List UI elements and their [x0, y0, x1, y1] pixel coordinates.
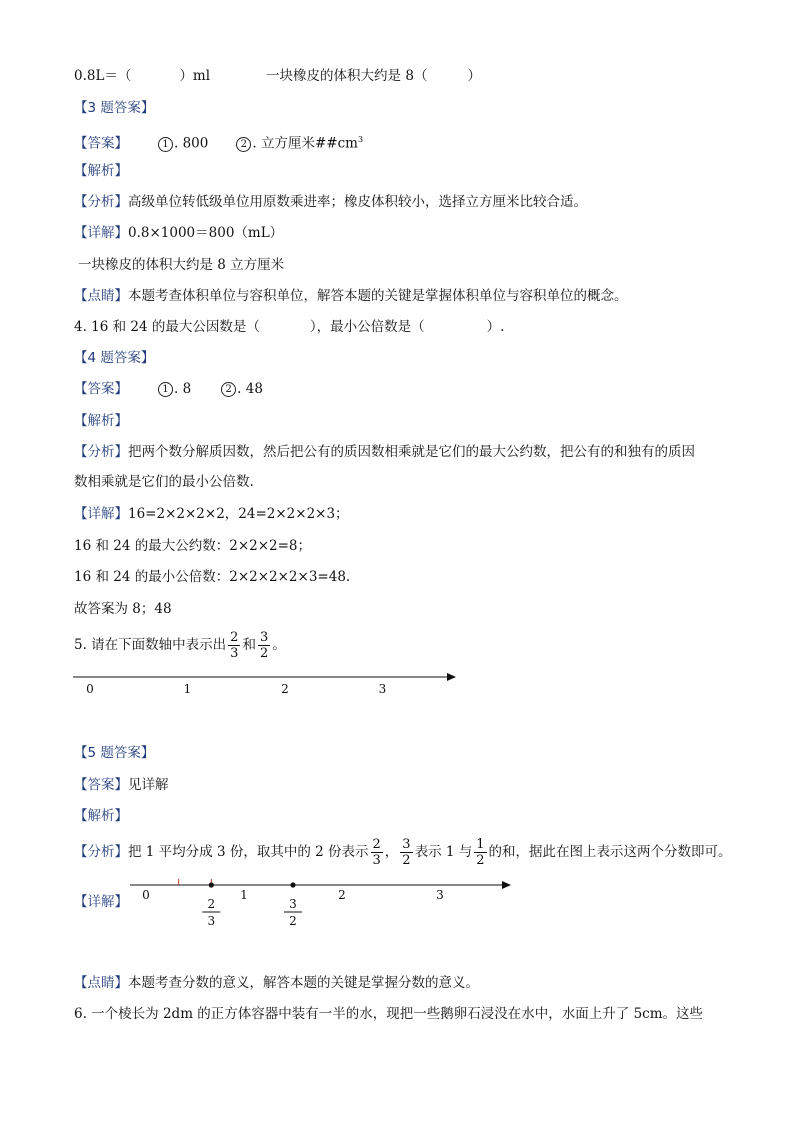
- q3-part1-pre: 0.8L＝（: [74, 68, 132, 84]
- fraction-numerator: 3: [402, 837, 411, 852]
- q3-detail-text: 0.8×1000＝800（mL）: [128, 225, 284, 241]
- fraction-numerator: 2: [207, 897, 216, 911]
- fraction-two-thirds: [228, 630, 240, 661]
- fenxi-label: 【分析】: [74, 194, 128, 210]
- q4-line2: 16 和 24 的最大公约数：2×2×2=8；: [74, 538, 312, 554]
- q3-part1-post: ）ml: [179, 68, 211, 84]
- q4-answer-header: 【4 题答案】: [74, 350, 155, 366]
- q4-answer-value-1: . 8: [174, 381, 192, 397]
- q5-dianjing: [74, 973, 479, 993]
- q5-question: [74, 630, 286, 661]
- fraction-denominator: 3: [207, 914, 216, 926]
- fraction-denominator: 2: [402, 853, 411, 868]
- q4-jiexi-label: 【解析】: [74, 413, 128, 429]
- fraction-two-thirds: [371, 837, 383, 868]
- q4-line3: 16 和 24 的最小公倍数：2×2×2×2×3=48.: [74, 569, 351, 585]
- q4-question: [74, 317, 504, 337]
- circled-number-1: 1: [158, 382, 173, 397]
- fraction-point: [209, 882, 214, 887]
- q4-fenxi-line2: 数相乘就是它们的最小公倍数.: [74, 474, 254, 490]
- fraction-numerator: 2: [230, 630, 239, 645]
- q5-question-pre: 5. 请在下面数轴中表示出: [74, 637, 227, 653]
- q3-fenxi-text: 高级单位转低级单位用原数乘进率；橡皮体积较小，选择立方厘米比较合适。: [128, 194, 587, 210]
- fraction-denominator: 2: [476, 853, 485, 868]
- fraction-numerator: 3: [289, 897, 297, 911]
- arrow-head-icon: [502, 881, 511, 889]
- q3-answer-value-1: . 800: [174, 135, 209, 152]
- q3-answer-header: 【3 题答案】: [74, 100, 155, 116]
- q3-question: [74, 66, 481, 86]
- fenxi-label: 【分析】: [74, 444, 128, 460]
- tick-label: 1: [183, 682, 192, 696]
- detail-label: 【详解】: [74, 225, 128, 241]
- q4-detail: [74, 504, 349, 524]
- q5-fenxi-t4: 的和，据此在图上表示这两个分数即可。: [488, 844, 732, 860]
- q3-part2-pre: 一块橡皮的体积大约是 8（: [266, 68, 428, 84]
- q5-dianjing-text: 本题考查分数的意义，解答本题的关键是掌握分数的意义。: [128, 975, 479, 991]
- fraction-denominator: 3: [230, 646, 239, 661]
- fraction-denominator: 2: [259, 646, 269, 661]
- answer-label: 【答案】: [74, 135, 128, 152]
- q4-line4: 故答案为 8；48: [74, 601, 172, 617]
- q3-fenxi: [74, 192, 587, 212]
- tick-label: 2: [338, 888, 346, 902]
- q3-answer-value-2: . 立方厘米##cm: [252, 135, 358, 152]
- circled-number-2: 2: [236, 137, 251, 152]
- tick-label: 3: [436, 888, 444, 902]
- q5-fenxi-t2: ，: [384, 844, 399, 860]
- q5-question-post: 。: [272, 637, 286, 653]
- fraction-point: [290, 882, 295, 887]
- fenxi-label: 【分析】: [74, 844, 128, 860]
- q5-fenxi: [74, 837, 732, 868]
- q4-answer-line: [74, 379, 263, 399]
- fraction-denominator: 2: [289, 914, 297, 926]
- q3-dianjing: [74, 286, 628, 306]
- tick-label: 1: [240, 888, 248, 902]
- q3-jiexi-label: 【解析】: [74, 163, 128, 179]
- q3-answer-line: [74, 130, 363, 154]
- q4-detail-text: 16=2×2×2×2，24=2×2×2×3；: [128, 506, 349, 522]
- q3-part2-post: ）: [467, 68, 481, 84]
- q4-question-pre: 4. 16 和 24 的最大公因数是（: [74, 319, 260, 335]
- q5-detail-label: 【详解】: [74, 894, 128, 910]
- dianjing-label: 【点睛】: [74, 288, 128, 304]
- dianjing-label: 【点睛】: [74, 975, 128, 991]
- q5-answer-header: 【5 题答案】: [74, 745, 155, 761]
- q5-question-mid: 和: [242, 637, 256, 653]
- detail-label: 【详解】: [74, 506, 128, 522]
- answer-label: 【答案】: [74, 777, 128, 793]
- tick-label: 3: [378, 682, 387, 696]
- circled-number-2: 2: [221, 382, 236, 397]
- q4-question-mid: ），最小公倍数是（: [309, 319, 425, 335]
- answer-label: 【答案】: [74, 381, 128, 397]
- fraction-one-half: [474, 837, 486, 868]
- tick-label: 0: [142, 888, 150, 902]
- q4-answer-value-2: . 48: [237, 381, 263, 397]
- number-line-question: [70, 666, 470, 702]
- q4-fenxi: [74, 442, 695, 462]
- fraction-numerator: 1: [476, 837, 485, 852]
- fraction-denominator: 3: [372, 853, 381, 868]
- circled-number-1: 1: [158, 137, 173, 152]
- tick-label: 2: [281, 682, 289, 696]
- q4-fenxi-text: 把两个数分解质因数，然后把公有的质因数相乘就是它们的最大公约数，把公有的和独有的质因: [128, 444, 695, 460]
- fraction-numerator: 3: [259, 630, 269, 645]
- q5-jiexi-label: 【解析】: [74, 808, 128, 824]
- q3-detail: [74, 223, 283, 243]
- fraction-three-halves: [258, 630, 270, 661]
- superscript-3: 3: [357, 135, 364, 144]
- q5-fenxi-t3: 表示 1 与: [414, 844, 473, 860]
- q3-detail-line2: 一块橡皮的体积大约是 8 立方厘米: [78, 257, 285, 273]
- q5-fenxi-t1: 把 1 平均分成 3 份，取其中的 2 份表示: [128, 844, 369, 860]
- q3-dianjing-text: 本题考查体积单位与容积单位，解答本题的关键是掌握体积单位与容积单位的概念。: [128, 288, 628, 304]
- fraction-numerator: 2: [372, 837, 381, 852]
- tick-label: 0: [86, 682, 94, 696]
- arrow-head-icon: [447, 673, 456, 681]
- fraction-three-halves: [400, 837, 412, 868]
- number-line-answer: [128, 874, 520, 926]
- q4-question-post: ）.: [486, 319, 505, 335]
- q6-question: 6. 一个棱长为 2dm 的正方体容器中装有一半的水，现把一些鹅卵石浸没在水中，水面上升了 5cm。这些: [74, 1006, 704, 1022]
- q5-answer-line: [74, 775, 169, 795]
- q5-answer-text: 见详解: [128, 777, 169, 793]
